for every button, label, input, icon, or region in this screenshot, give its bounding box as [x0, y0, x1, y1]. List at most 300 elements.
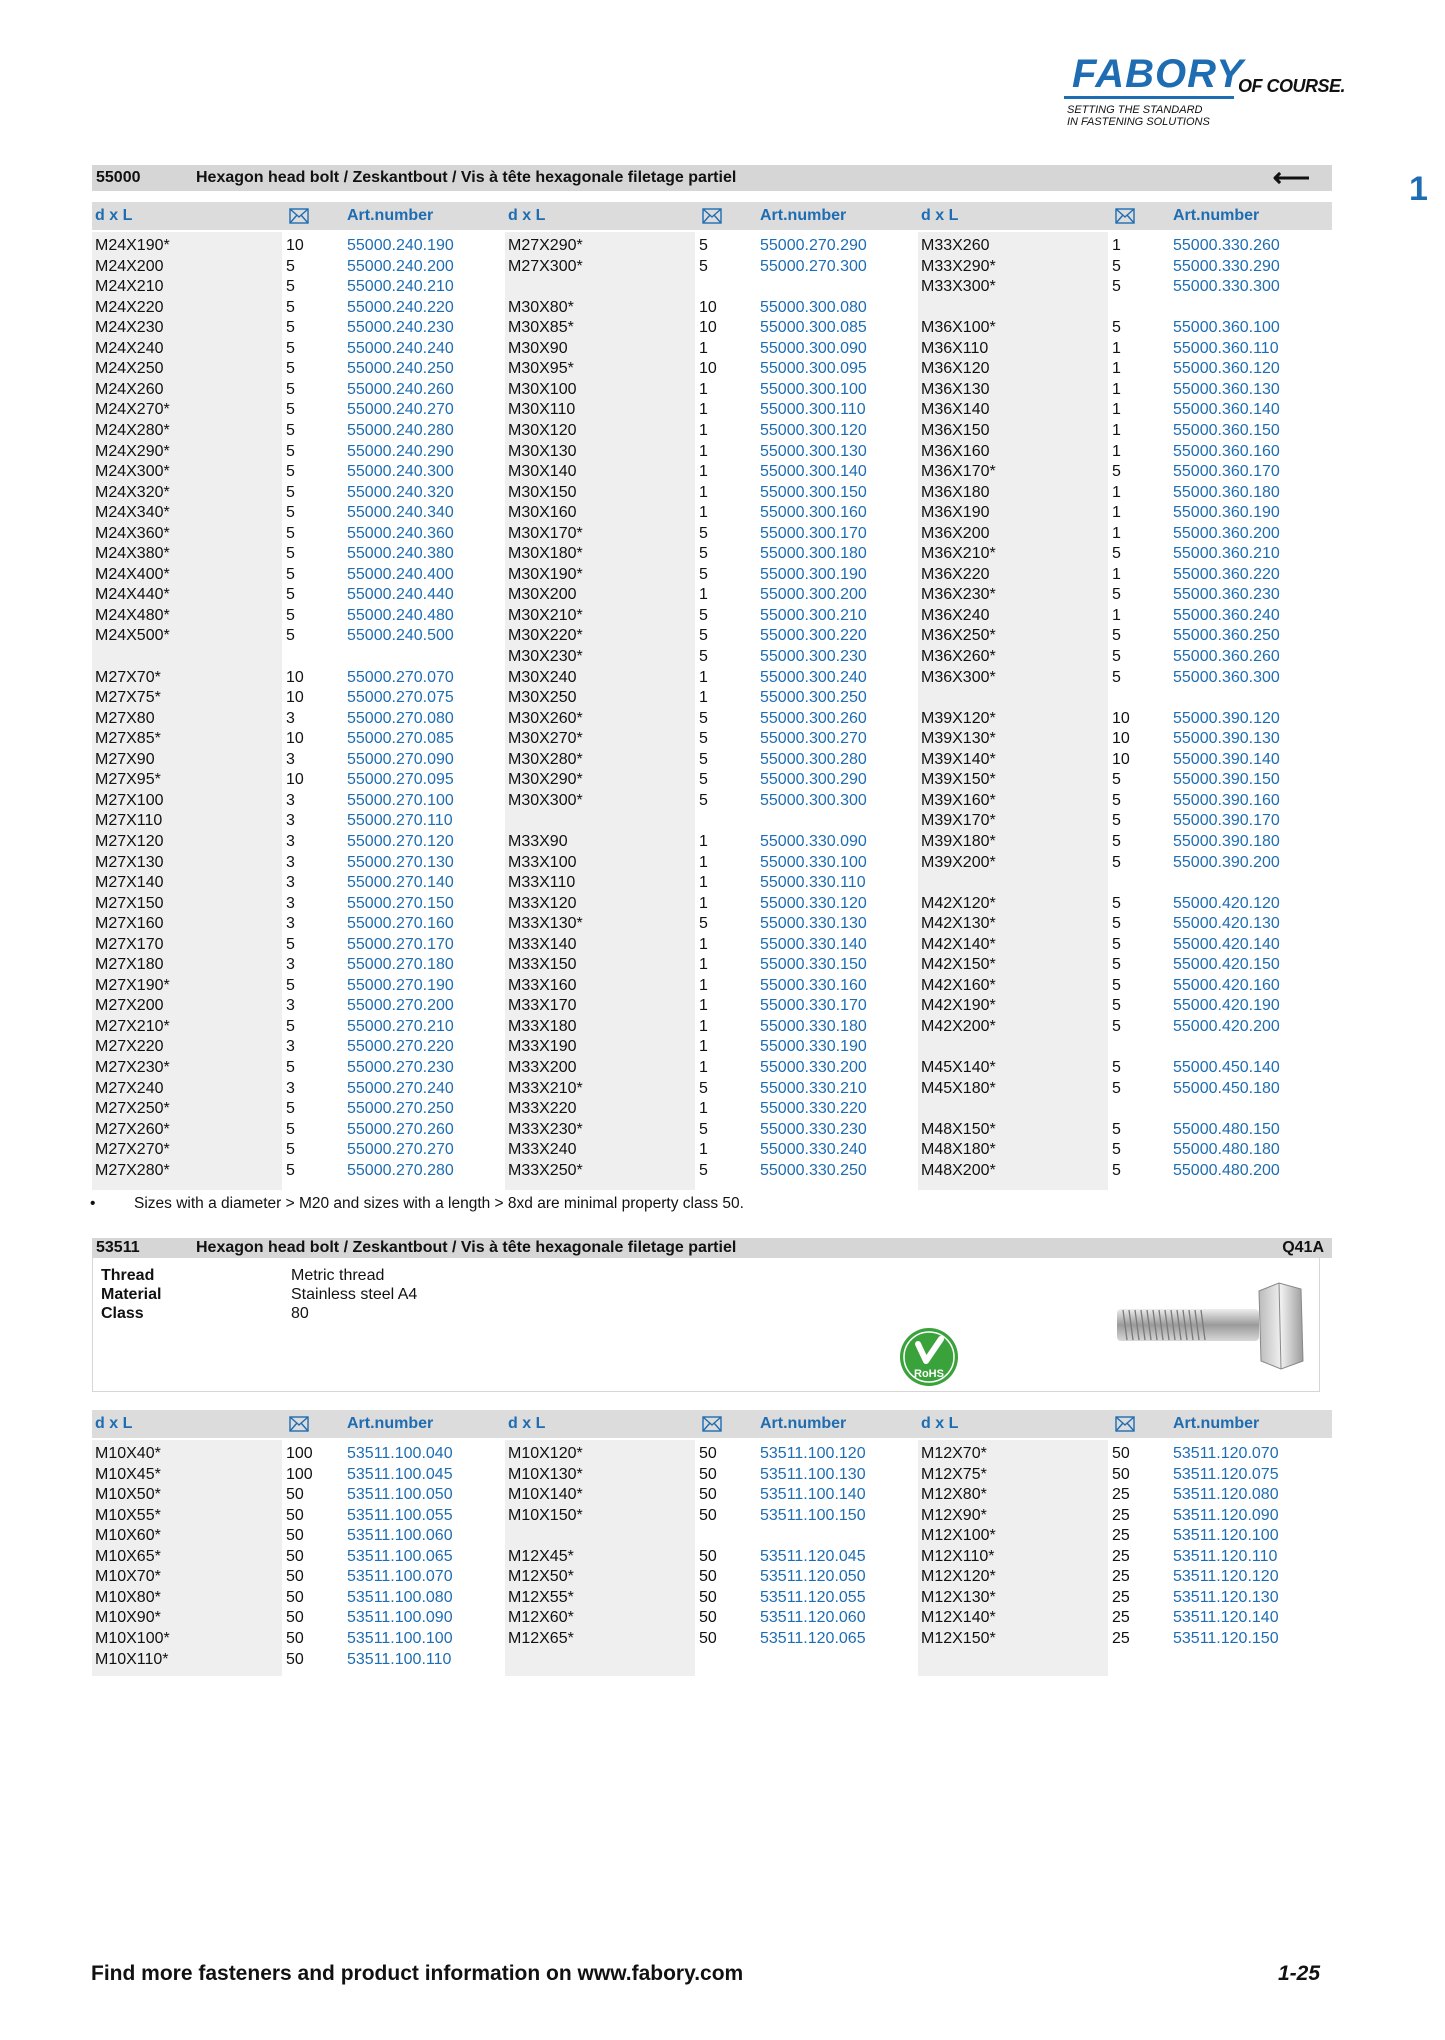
article-number-link[interactable]: 55000.330.210	[760, 1079, 867, 1097]
article-number-link[interactable]: 55000.330.230	[760, 1120, 867, 1138]
article-number-link[interactable]: 55000.270.210	[347, 1017, 454, 1035]
article-number-link[interactable]: 55000.360.300	[1173, 668, 1280, 686]
quantity-cell: 5	[286, 401, 295, 419]
article-number-link[interactable]: 55000.240.240	[347, 339, 454, 357]
quantity-cell: 1	[699, 997, 708, 1015]
quantity-cell: 5	[1112, 1017, 1121, 1035]
logo-suffix: OF COURSE.	[1238, 76, 1346, 96]
size-cell: M39X200*	[921, 853, 996, 871]
quantity-cell: 3	[286, 812, 295, 830]
article-number-link[interactable]: 55000.360.210	[1173, 545, 1280, 563]
article-number-link[interactable]: 53511.120.110	[1173, 1547, 1278, 1565]
article-number-link[interactable]: 55000.240.300	[347, 463, 454, 481]
column-header-art-number: Art.number	[1173, 207, 1260, 224]
logo-tagline	[1067, 104, 1267, 128]
article-number-link[interactable]: 55000.390.200	[1173, 853, 1280, 871]
article-number-link[interactable]: 53511.100.130	[760, 1465, 866, 1483]
package-quantity-icon	[702, 208, 722, 224]
article-number-link[interactable]: 55000.420.140	[1173, 935, 1280, 953]
article-number-link[interactable]: 53511.120.090	[1173, 1506, 1279, 1524]
article-number-link[interactable]: 53511.120.150	[1173, 1629, 1279, 1647]
size-cell: M24X210	[95, 278, 164, 296]
article-number-link[interactable]: 55000.300.220	[760, 627, 867, 645]
article-number-link[interactable]: 55000.330.090	[760, 832, 867, 850]
article-number-link[interactable]: 55000.300.095	[760, 360, 867, 378]
quantity-cell: 5	[699, 524, 708, 542]
article-number-link[interactable]: 55000.420.200	[1173, 1017, 1280, 1035]
quantity-cell: 1	[699, 380, 708, 398]
article-number-link[interactable]: 55000.300.250	[760, 689, 867, 707]
article-number-link[interactable]: 53511.120.045	[760, 1547, 866, 1565]
article-number-link[interactable]: 55000.360.150	[1173, 421, 1280, 439]
article-number-link[interactable]: 55000.270.290	[760, 237, 867, 254]
quantity-cell: 3	[286, 894, 295, 912]
size-cell: M33X260	[921, 237, 990, 254]
article-number-link[interactable]: 55000.240.260	[347, 380, 454, 398]
article-number-link[interactable]: 55000.360.260	[1173, 648, 1280, 665]
size-cell: M27X210*	[95, 1017, 170, 1035]
article-number-link[interactable]: 53511.100.140	[760, 1486, 866, 1504]
package-quantity-icon	[289, 208, 309, 224]
article-number-link[interactable]: 55000.300.080	[760, 298, 867, 316]
article-number-link[interactable]: 53511.100.150	[760, 1506, 866, 1524]
article-number-link[interactable]: 55000.420.160	[1173, 976, 1280, 994]
size-cell: M27X130	[95, 853, 164, 871]
article-number-link[interactable]: 55000.270.190	[347, 976, 454, 994]
size-cell: M33X150	[508, 956, 577, 974]
article-number-link[interactable]: 55000.330.250	[760, 1161, 867, 1179]
size-cell: M36X190	[921, 504, 990, 522]
quantity-cell: 5	[699, 1120, 708, 1138]
article-number-link[interactable]: 55000.420.190	[1173, 997, 1280, 1015]
article-number-link[interactable]: 53511.120.050	[760, 1568, 866, 1586]
size-cell: M36X300*	[921, 668, 996, 686]
article-number-link[interactable]: 55000.390.130	[1173, 730, 1280, 748]
article-number-link[interactable]: 53511.100.090	[347, 1609, 453, 1627]
article-number-link[interactable]: 55000.390.180	[1173, 832, 1280, 850]
quantity-cell: 10	[1112, 709, 1130, 727]
article-number-link[interactable]: 55000.240.480	[347, 606, 454, 624]
spec-value-class: 80	[291, 1305, 309, 1322]
article-number-link[interactable]: 53511.120.120	[1173, 1568, 1279, 1586]
size-cell: M27X300*	[508, 257, 583, 275]
article-number-link[interactable]: 55000.300.240	[760, 668, 867, 686]
quantity-cell: 5	[1112, 319, 1121, 337]
article-number-link[interactable]: 55000.270.300	[760, 257, 867, 275]
section-code: 55000	[96, 169, 141, 186]
article-number-link[interactable]: 53511.120.060	[760, 1609, 866, 1627]
quantity-cell: 3	[286, 750, 295, 768]
size-cell: M12X75*	[921, 1465, 987, 1483]
article-number-link[interactable]: 55000.420.150	[1173, 956, 1280, 974]
size-cell: M36X140	[921, 401, 990, 419]
article-number-link[interactable]: 55000.360.110	[1173, 339, 1279, 357]
article-number-link[interactable]: 55000.270.130	[347, 853, 454, 871]
column-header-bar	[92, 1410, 1332, 1438]
article-number-link[interactable]: 53511.100.120	[760, 1445, 866, 1462]
article-number-link[interactable]: 55000.300.200	[760, 586, 867, 604]
article-number-link[interactable]: 55000.270.260	[347, 1120, 454, 1138]
article-number-link[interactable]: 55000.270.180	[347, 956, 454, 974]
size-cell: M12X130*	[921, 1588, 996, 1606]
size-cell: M42X140*	[921, 935, 996, 953]
article-number-link[interactable]: 55000.330.140	[760, 935, 867, 953]
quantity-cell: 5	[699, 771, 708, 789]
article-number-link[interactable]: 55000.240.400	[347, 565, 454, 583]
article-number-link[interactable]: 55000.270.150	[347, 894, 454, 912]
article-number-link[interactable]: 55000.480.180	[1173, 1141, 1280, 1159]
article-number-link[interactable]: 53511.120.080	[1173, 1486, 1279, 1504]
quantity-cell: 1	[699, 504, 708, 522]
article-number-link[interactable]: 55000.330.290	[1173, 257, 1280, 275]
article-number-link[interactable]: 55000.300.140	[760, 463, 867, 481]
article-number-link[interactable]: 55000.330.260	[1173, 237, 1280, 254]
quantity-cell: 5	[699, 627, 708, 645]
size-cell: M10X110*	[95, 1650, 169, 1668]
article-number-link[interactable]: 53511.120.065	[760, 1629, 866, 1647]
quantity-cell: 50	[1112, 1445, 1130, 1462]
article-number-link[interactable]: 55000.300.260	[760, 709, 867, 727]
article-number-link[interactable]: 55000.330.160	[760, 976, 867, 994]
quantity-cell: 5	[699, 1161, 708, 1179]
article-number-link[interactable]: 55000.330.240	[760, 1141, 867, 1159]
quantity-cell: 5	[286, 463, 295, 481]
quantity-cell: 1	[1112, 401, 1121, 419]
article-number-link[interactable]: 55000.480.200	[1173, 1161, 1280, 1179]
size-cell: M30X300*	[508, 791, 583, 809]
article-number-link[interactable]: 55000.360.120	[1173, 360, 1280, 378]
back-arrow-icon[interactable]: ⟵	[1272, 162, 1310, 192]
article-number-link[interactable]: 55000.360.160	[1173, 442, 1280, 460]
article-number-link[interactable]: 55000.390.150	[1173, 771, 1280, 789]
quantity-cell: 1	[699, 463, 708, 481]
quantity-cell: 1	[699, 956, 708, 974]
article-number-link[interactable]: 55000.390.160	[1173, 791, 1280, 809]
article-number-link[interactable]: 53511.100.100	[347, 1629, 453, 1647]
size-cell: M39X120*	[921, 709, 996, 727]
size-cell: M12X60*	[508, 1609, 574, 1627]
size-cell: M24X400*	[95, 565, 170, 583]
hex-bolt-image	[1111, 1281, 1311, 1371]
quantity-cell: 3	[286, 997, 295, 1015]
article-number-link[interactable]: 55000.330.220	[760, 1100, 867, 1118]
article-number-link[interactable]: 55000.300.085	[760, 319, 867, 337]
article-number-link[interactable]: 55000.270.120	[347, 832, 454, 850]
quantity-cell: 1	[1112, 524, 1121, 542]
quantity-cell: 5	[1112, 627, 1121, 645]
article-number-link[interactable]: 55000.330.300	[1173, 278, 1280, 296]
article-number-link[interactable]: 55000.270.080	[347, 709, 454, 727]
article-number-link[interactable]: 53511.100.065	[347, 1547, 453, 1565]
article-number-link[interactable]: 55000.450.140	[1173, 1059, 1280, 1076]
article-number-link[interactable]: 55000.360.170	[1173, 463, 1280, 481]
quantity-cell: 3	[286, 791, 295, 809]
article-number-link[interactable]: 55000.390.120	[1173, 709, 1280, 727]
size-cell: M30X230*	[508, 648, 583, 665]
section-header-53511	[92, 1238, 1332, 1258]
article-number-link[interactable]: 53511.120.070	[1173, 1445, 1279, 1462]
quantity-cell: 5	[286, 565, 295, 583]
size-cell: M24X200	[95, 257, 164, 275]
article-number-link[interactable]: 55000.330.200	[760, 1059, 867, 1076]
quantity-cell: 5	[286, 524, 295, 542]
article-number-link[interactable]: 55000.270.140	[347, 874, 454, 892]
article-number-link[interactable]: 55000.330.130	[760, 915, 867, 933]
size-cell: M24X380*	[95, 545, 170, 563]
article-number-link[interactable]: 55000.300.290	[760, 771, 867, 789]
article-number-link[interactable]: 55000.270.280	[347, 1161, 454, 1179]
article-number-link[interactable]: 55000.270.240	[347, 1079, 454, 1097]
size-cell: M33X230*	[508, 1120, 583, 1138]
spec-label-class: Class	[101, 1305, 144, 1322]
article-number-link[interactable]: 55000.390.170	[1173, 812, 1280, 830]
article-number-link[interactable]: 53511.120.140	[1173, 1609, 1279, 1627]
article-number-link[interactable]: 53511.120.055	[760, 1588, 866, 1606]
article-number-link[interactable]: 55000.300.210	[760, 606, 867, 624]
size-cell: M24X250	[95, 360, 164, 378]
article-number-link[interactable]: 55000.240.270	[347, 401, 454, 419]
size-cell: M12X110*	[921, 1547, 995, 1565]
quantity-cell: 3	[286, 832, 295, 850]
section-header-55000	[92, 162, 1332, 192]
size-cell: M10X65*	[95, 1547, 161, 1565]
size-cell: M24X190*	[95, 237, 170, 254]
article-number-link[interactable]: 55000.360.250	[1173, 627, 1280, 645]
size-cell: M24X320*	[95, 483, 170, 501]
article-number-link[interactable]: 55000.360.130	[1173, 380, 1280, 398]
rohs-check-icon	[899, 1327, 959, 1387]
note-bullet: •	[90, 1195, 96, 1212]
quantity-cell: 5	[699, 237, 708, 254]
article-number-link[interactable]: 55000.300.190	[760, 565, 867, 583]
article-number-link[interactable]: 55000.330.100	[760, 853, 867, 871]
quantity-cell: 100	[286, 1465, 313, 1483]
package-quantity-icon	[289, 1416, 309, 1432]
article-number-link[interactable]: 55000.270.085	[347, 730, 454, 748]
article-number-link[interactable]: 55000.240.360	[347, 524, 454, 542]
article-number-link[interactable]: 55000.300.230	[760, 648, 867, 665]
quantity-cell: 1	[1112, 483, 1121, 501]
article-number-link[interactable]: 55000.270.250	[347, 1100, 454, 1118]
package-quantity-icon	[1115, 1416, 1135, 1432]
quantity-cell: 5	[286, 380, 295, 398]
article-number-link[interactable]: 55000.330.110	[760, 874, 866, 892]
article-number-link[interactable]: 55000.270.110	[347, 812, 453, 830]
article-number-link[interactable]: 55000.300.270	[760, 730, 867, 748]
article-number-link[interactable]: 55000.270.100	[347, 791, 454, 809]
size-cell: M36X180	[921, 483, 990, 501]
page-number: 1-25	[1278, 1962, 1321, 1985]
article-number-link[interactable]: 53511.100.110	[347, 1650, 452, 1668]
package-quantity-icon	[1115, 208, 1135, 224]
quantity-cell: 5	[1112, 1120, 1121, 1138]
size-cell: M24X480*	[95, 606, 170, 624]
article-number-link[interactable]: 55000.420.120	[1173, 894, 1280, 912]
size-cell: M30X100	[508, 380, 577, 398]
note-text: Sizes with a diameter > M20 and sizes with a length > 8xd are minimal property class 50.	[134, 1195, 744, 1212]
article-number-link[interactable]: 55000.300.130	[760, 442, 867, 460]
product-table-53511	[92, 1444, 1332, 1676]
size-cell: M27X160	[95, 915, 164, 933]
size-cell: M33X240	[508, 1141, 577, 1159]
size-cell: M10X90*	[95, 1609, 161, 1627]
article-number-link[interactable]: 55000.270.090	[347, 750, 454, 768]
spec-value-material: Stainless steel A4	[291, 1286, 418, 1303]
article-number-link[interactable]: 55000.330.170	[760, 997, 867, 1015]
article-number-link[interactable]: 55000.270.170	[347, 935, 454, 953]
quantity-cell: 25	[1112, 1629, 1130, 1647]
article-number-link[interactable]: 55000.240.210	[347, 278, 454, 296]
size-cell: M36X160	[921, 442, 990, 460]
article-number-link[interactable]: 55000.360.230	[1173, 586, 1280, 604]
size-cell: M36X260*	[921, 648, 996, 665]
quantity-cell: 50	[699, 1547, 717, 1565]
article-number-link[interactable]: 55000.270.095	[347, 771, 454, 789]
article-number-link[interactable]: 55000.330.190	[760, 1038, 867, 1056]
article-number-link[interactable]: 55000.240.190	[347, 237, 454, 254]
article-number-link[interactable]: 55000.240.250	[347, 360, 454, 378]
article-number-link[interactable]: 55000.240.290	[347, 442, 454, 460]
article-number-link[interactable]: 53511.100.070	[347, 1568, 453, 1586]
article-number-link[interactable]: 55000.360.100	[1173, 319, 1280, 337]
article-number-link[interactable]: 55000.300.100	[760, 380, 867, 398]
column-header-art-number: Art.number	[1173, 1415, 1260, 1432]
size-cell: M42X200*	[921, 1017, 996, 1035]
article-number-link[interactable]: 55000.300.090	[760, 339, 867, 357]
size-cell: M30X95*	[508, 360, 574, 378]
article-number-link[interactable]: 55000.270.220	[347, 1038, 454, 1056]
article-number-link[interactable]: 55000.240.340	[347, 504, 454, 522]
article-number-link[interactable]: 55000.300.110	[760, 401, 866, 419]
article-number-link[interactable]: 55000.240.200	[347, 257, 454, 275]
size-cell: M27X180	[95, 956, 164, 974]
article-number-link[interactable]: 55000.240.220	[347, 298, 454, 316]
article-number-link[interactable]: 55000.300.160	[760, 504, 867, 522]
column-header-bar	[92, 202, 1332, 230]
quantity-cell: 10	[286, 771, 304, 789]
size-cell: M24X500*	[95, 627, 170, 645]
size-cell: M12X45*	[508, 1547, 574, 1565]
quantity-cell: 3	[286, 874, 295, 892]
quantity-cell: 1	[699, 483, 708, 501]
size-cell: M33X90	[508, 832, 568, 850]
article-number-link[interactable]: 53511.100.060	[347, 1527, 453, 1545]
column-header-dxl: d x L	[508, 1415, 546, 1432]
article-number-link[interactable]: 55000.240.320	[347, 483, 454, 501]
article-number-link[interactable]: 53511.120.100	[1173, 1527, 1279, 1545]
article-number-link[interactable]: 55000.240.380	[347, 545, 454, 563]
quantity-cell: 5	[286, 1059, 295, 1076]
article-number-link[interactable]: 55000.360.220	[1173, 565, 1280, 583]
quantity-cell: 1	[699, 689, 708, 707]
article-number-link[interactable]: 55000.270.160	[347, 915, 454, 933]
quantity-cell: 3	[286, 709, 295, 727]
size-cell: M10X130*	[508, 1465, 583, 1483]
article-number-link[interactable]: 55000.300.120	[760, 421, 867, 439]
article-number-link[interactable]: 55000.300.280	[760, 750, 867, 768]
size-cell: M27X80	[95, 709, 155, 727]
article-number-link[interactable]: 55000.300.180	[760, 545, 867, 563]
article-number-link[interactable]: 55000.450.180	[1173, 1079, 1280, 1097]
article-number-link[interactable]: 55000.480.150	[1173, 1120, 1280, 1138]
size-cell: M10X50*	[95, 1486, 161, 1504]
article-number-link[interactable]: 55000.360.140	[1173, 401, 1280, 419]
article-number-link[interactable]: 55000.300.170	[760, 524, 867, 542]
size-cell: M42X130*	[921, 915, 996, 933]
article-number-link[interactable]: 55000.270.070	[347, 668, 454, 686]
quantity-cell: 5	[1112, 894, 1121, 912]
article-number-link[interactable]: 53511.100.045	[347, 1465, 453, 1483]
quantity-cell: 50	[286, 1506, 304, 1524]
article-number-link[interactable]: 55000.270.270	[347, 1141, 454, 1159]
quantity-cell: 50	[286, 1650, 304, 1668]
article-number-link[interactable]: 55000.360.190	[1173, 504, 1280, 522]
quantity-cell: 1	[1112, 339, 1121, 357]
article-number-link[interactable]: 55000.360.200	[1173, 524, 1280, 542]
article-number-link[interactable]: 55000.240.230	[347, 319, 454, 337]
article-number-link[interactable]: 53511.100.040	[347, 1445, 453, 1462]
quantity-cell: 5	[286, 1017, 295, 1035]
article-number-link[interactable]: 53511.120.075	[1173, 1465, 1279, 1483]
article-number-link[interactable]: 55000.360.180	[1173, 483, 1280, 501]
article-number-link[interactable]: 55000.330.120	[760, 894, 867, 912]
quantity-cell: 10	[1112, 750, 1130, 768]
size-cell: M27X230*	[95, 1059, 170, 1076]
article-number-link[interactable]: 55000.240.280	[347, 421, 454, 439]
size-cell: M24X240	[95, 339, 164, 357]
article-number-link[interactable]: 55000.360.240	[1173, 606, 1280, 624]
article-number-link[interactable]: 55000.330.180	[760, 1017, 867, 1035]
size-cell: M36X110	[921, 339, 989, 357]
quantity-cell: 3	[286, 956, 295, 974]
quantity-cell: 5	[1112, 1059, 1121, 1076]
article-number-link[interactable]: 55000.420.130	[1173, 915, 1280, 933]
article-number-link[interactable]: 53511.100.050	[347, 1486, 453, 1504]
quantity-cell: 50	[286, 1486, 304, 1504]
size-cell: M12X90*	[921, 1506, 987, 1524]
quantity-cell: 10	[699, 319, 717, 337]
size-cell: M36X230*	[921, 586, 996, 604]
article-number-link[interactable]: 55000.240.440	[347, 586, 454, 604]
article-number-link[interactable]: 55000.270.230	[347, 1059, 454, 1076]
size-cell: M36X220	[921, 565, 990, 583]
article-number-link[interactable]: 55000.300.300	[760, 791, 867, 809]
size-cell: M36X200	[921, 524, 990, 542]
size-cell: M27X120	[95, 832, 164, 850]
article-number-link[interactable]: 55000.330.150	[760, 956, 867, 974]
article-number-link[interactable]: 55000.270.075	[347, 689, 454, 707]
quantity-cell: 1	[699, 442, 708, 460]
article-number-link[interactable]: 53511.100.080	[347, 1588, 453, 1606]
quantity-cell: 5	[286, 1141, 295, 1159]
footer-website-text: Find more fasteners and product information on www.fabory.com	[91, 1962, 744, 1985]
size-cell: M30X240	[508, 668, 577, 686]
quantity-cell: 5	[286, 935, 295, 953]
quantity-cell: 10	[286, 730, 304, 748]
article-number-link[interactable]: 53511.120.130	[1173, 1588, 1279, 1606]
size-cell: M48X200*	[921, 1161, 996, 1179]
article-number-link[interactable]: 53511.100.055	[347, 1506, 453, 1524]
article-number-link[interactable]: 55000.270.200	[347, 997, 454, 1015]
size-cell: M12X140*	[921, 1609, 996, 1627]
size-cell: M24X260	[95, 380, 164, 398]
quantity-cell: 1	[1112, 421, 1121, 439]
quantity-cell: 5	[1112, 648, 1121, 665]
article-number-link[interactable]: 55000.240.500	[347, 627, 454, 645]
article-number-link[interactable]: 55000.390.140	[1173, 750, 1280, 768]
article-number-link[interactable]: 55000.300.150	[760, 483, 867, 501]
quantity-cell: 1	[699, 421, 708, 439]
